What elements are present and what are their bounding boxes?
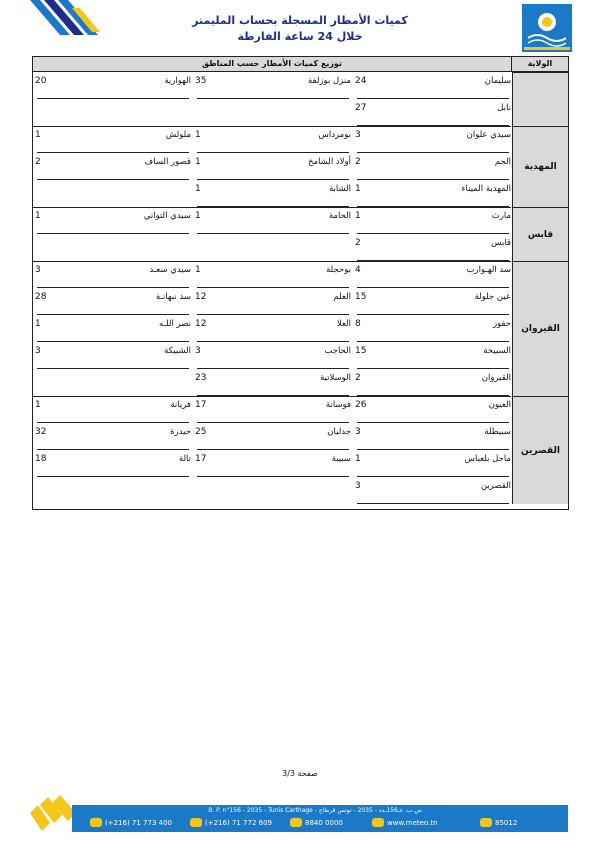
mail-icon [480, 818, 492, 827]
footer-website [372, 818, 438, 827]
green-number-text: 8840 0000 [305, 818, 343, 827]
station-name: فوسانة [325, 400, 351, 410]
rain-value: 17 [195, 400, 207, 410]
rain-value: 1 [195, 130, 201, 140]
rain-value: 4 [355, 265, 361, 275]
web-icon [372, 818, 384, 827]
station-cell [33, 369, 193, 396]
governorate-cell [512, 72, 568, 126]
station-name: ملولش [165, 130, 191, 140]
page-subtitle: خلال 24 ساعة الفارطة [237, 30, 363, 43]
rain-value: 28 [35, 292, 47, 302]
station-cell [353, 261, 513, 288]
corner-stripes-decoration [30, 0, 100, 50]
rain-value: 1 [355, 454, 361, 464]
table-row [33, 423, 511, 450]
table-row [33, 396, 511, 423]
station-name: سبيبة [331, 454, 351, 464]
rain-value: 27 [355, 103, 367, 113]
station-cell [353, 153, 513, 180]
rain-value: 17 [195, 454, 207, 464]
footer-green-number [290, 818, 343, 827]
rain-value: 1 [355, 184, 361, 194]
table-row [33, 207, 511, 234]
station-cell [353, 126, 513, 153]
footer-postal [480, 818, 517, 827]
rain-value: 18 [35, 454, 47, 464]
rain-value: 23 [195, 373, 207, 383]
station-cell [353, 288, 513, 315]
station-name: بوحجلة [326, 265, 351, 275]
station-cell [193, 72, 353, 99]
fax-icon [190, 818, 202, 827]
station-name: سيدي علوان [466, 130, 511, 140]
footer-tel2 [190, 818, 272, 827]
station-name: الوسلاتية [319, 373, 351, 383]
station-cell [193, 261, 353, 288]
rain-value: 3 [35, 346, 41, 356]
footer-contacts [72, 818, 568, 830]
station-cell [353, 477, 513, 504]
table-row [33, 288, 511, 315]
rainfall-table [32, 56, 569, 510]
table-row [33, 477, 511, 504]
station-cell [193, 369, 353, 396]
rain-value: 24 [355, 76, 367, 86]
station-cell [193, 342, 353, 369]
table-row [33, 180, 511, 207]
station-cell [33, 477, 193, 504]
station-name: الشبيكة [164, 346, 191, 356]
station-cell [33, 450, 193, 477]
rain-value: 2 [355, 157, 361, 167]
station-name: العلم [333, 292, 351, 302]
station-cell [353, 315, 513, 342]
footer-tel1 [90, 818, 172, 827]
station-cell [33, 72, 193, 99]
station-cell [353, 369, 513, 396]
rain-value: 20 [35, 76, 47, 86]
station-cell [353, 180, 513, 207]
rain-value: 15 [355, 346, 367, 356]
station-cell [353, 99, 513, 126]
footer-address: B. P. n°156 - 2035 - Tunis Carthage - ص.ب. عـ156ـدد - 2035 - تونس قرطاج [208, 807, 422, 814]
rain-value: 12 [195, 319, 207, 329]
station-cell [33, 126, 193, 153]
station-cell [193, 207, 353, 234]
station-cell [193, 153, 353, 180]
rain-value: 1 [195, 157, 201, 167]
governorate-cell: قابس [512, 207, 568, 261]
table-row [33, 72, 511, 99]
rain-value: 1 [35, 211, 41, 221]
station-name: أولاد الشامخ [308, 157, 351, 167]
station-cell [193, 288, 353, 315]
station-name: سيدي التواتي [143, 211, 191, 221]
rain-value: 15 [355, 292, 367, 302]
rain-value: 2 [35, 157, 41, 167]
table-row [33, 126, 511, 153]
station-cell [193, 477, 353, 504]
station-cell [353, 234, 513, 261]
station-name: نابل [497, 103, 511, 113]
rain-value: 3 [355, 481, 361, 491]
table-row [33, 315, 511, 342]
station-name: سد نبهانـة [155, 292, 191, 302]
governorate-cell: المهدية [512, 126, 568, 207]
rain-value: 2 [355, 238, 361, 248]
governorate-cell: القصرين [512, 396, 568, 504]
station-cell [33, 234, 193, 261]
rain-value: 3 [35, 265, 41, 275]
station-name: منزل بوزلفة [308, 76, 351, 86]
station-cell [33, 396, 193, 423]
station-name: تالة [178, 454, 191, 464]
station-cell [33, 342, 193, 369]
station-name: نصر اللـه [159, 319, 191, 329]
cell-underline [357, 503, 509, 504]
station-cell [33, 99, 193, 126]
station-cell [193, 315, 353, 342]
rain-value: 2 [355, 373, 361, 383]
rain-value: 32 [35, 427, 47, 437]
station-cell [353, 450, 513, 477]
table-row [33, 153, 511, 180]
station-cell [353, 207, 513, 234]
station-name: الحامة [328, 211, 351, 221]
station-name: مارث [491, 211, 511, 221]
station-name: قصور الساف [144, 157, 191, 167]
page-title: كميات الأمطار المسجلة بحساب المليمتر [192, 14, 408, 27]
rain-value: 1 [35, 400, 41, 410]
rain-value: 3 [355, 427, 361, 437]
rain-value: 3 [195, 346, 201, 356]
station-cell [193, 450, 353, 477]
station-name: بومرداس [318, 130, 351, 140]
rain-value: 12 [195, 292, 207, 302]
station-cell [193, 234, 353, 261]
rain-value: 3 [355, 130, 361, 140]
station-name: الهوارية [164, 76, 191, 86]
table-row [33, 99, 511, 126]
station-name: الجم [494, 157, 511, 167]
postal-text: 85012 [495, 818, 518, 827]
station-name: سد الهـوارب [466, 265, 511, 275]
governorate-header: الولاية [511, 57, 568, 71]
station-name: العيون [488, 400, 511, 410]
station-name: حفوز [492, 319, 511, 329]
station-cell [193, 180, 353, 207]
governorate-cell: القيروان [512, 261, 568, 396]
station-name: قابس [491, 238, 511, 248]
rain-value: 26 [355, 400, 367, 410]
website-text: www.meteo.tn [387, 818, 438, 827]
station-cell [353, 72, 513, 99]
page-footer [30, 795, 568, 840]
station-cell [353, 342, 513, 369]
station-name: سيدي سعـد [149, 265, 191, 275]
station-name: العلا [336, 319, 351, 329]
green-number-icon [290, 818, 302, 827]
distribution-header: توزيع كميات الأمطار حسب المناطق [201, 59, 343, 68]
station-name: القيروان [481, 373, 511, 383]
station-cell [193, 423, 353, 450]
rain-value: 25 [195, 427, 207, 437]
table-row [33, 261, 511, 288]
station-cell [33, 207, 193, 234]
footer-bar [72, 805, 568, 832]
table-header [33, 57, 568, 72]
station-cell [33, 423, 193, 450]
phone-icon [90, 818, 102, 827]
page-number: صفحة 3/3 [282, 769, 318, 778]
station-cell [193, 126, 353, 153]
station-cell [33, 315, 193, 342]
rain-value: 1 [355, 211, 361, 221]
station-name: الحاجب [324, 346, 351, 356]
station-cell [193, 396, 353, 423]
station-cell [33, 153, 193, 180]
rain-value: 35 [195, 76, 207, 86]
station-name: ماجل بلعباس [464, 454, 511, 464]
station-cell [353, 396, 513, 423]
rain-value: 1 [195, 265, 201, 275]
station-name: القصرين [480, 481, 511, 491]
header-titles [180, 14, 420, 43]
station-name: جدليان [327, 427, 351, 437]
station-name: حيدرة [170, 427, 191, 437]
tel1-text: (+216) 71 773 400 [105, 818, 172, 827]
station-name: سبيطلة [484, 427, 511, 437]
table-row [33, 450, 511, 477]
station-name: فريانة [170, 400, 191, 410]
tel2-text: (+216) 71 772 609 [205, 818, 272, 827]
rain-value: 1 [195, 211, 201, 221]
station-name: المهدية الميناء [461, 184, 511, 194]
station-name: سليمان [484, 76, 511, 86]
station-cell [33, 180, 193, 207]
table-row [33, 342, 511, 369]
station-name: السبيخة [483, 346, 511, 356]
station-cell [353, 423, 513, 450]
rain-value: 1 [195, 184, 201, 194]
station-cell [33, 288, 193, 315]
table-row [33, 369, 511, 396]
table-row [33, 234, 511, 261]
station-cell [193, 99, 353, 126]
station-cell [33, 261, 193, 288]
institute-logo [522, 4, 572, 52]
rain-value: 8 [355, 319, 361, 329]
rain-value: 1 [35, 130, 41, 140]
rain-value: 1 [35, 319, 41, 329]
station-name: الشابة [328, 184, 351, 194]
station-name: عين جلولة [474, 292, 511, 302]
